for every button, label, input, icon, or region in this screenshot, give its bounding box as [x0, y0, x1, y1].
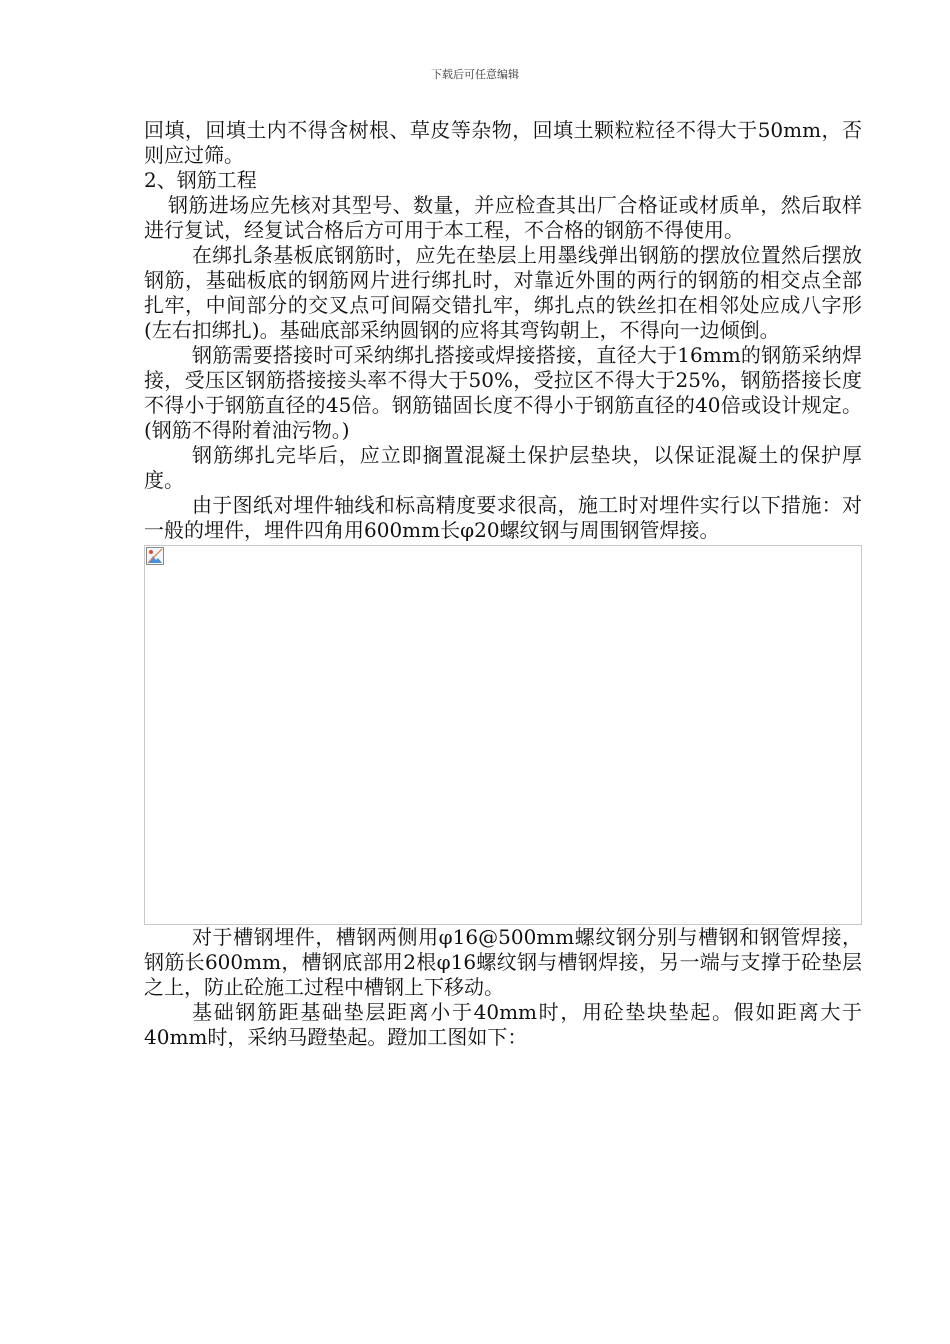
document-body [144, 118, 862, 1050]
section-heading-rebar: 2、钢筋工程 [144, 168, 257, 192]
paragraph-support-stool: 基础钢筋距基础垫层距离小于40mm时，用砼垫块垫起。假如距离大于40mm时，采纳马蹬垫起。蹬加工图如下： [144, 1000, 862, 1049]
page-header: 下载后可任意编辑 [431, 68, 519, 81]
paragraph-embedded-parts: 由于图纸对埋件轴线和标高精度要求很高，施工时对埋件实行以下措施：对一般的埋件，埋件四角用600mm长φ20螺纹钢与周围钢管焊接。 [144, 493, 862, 542]
paragraph-rebar-lap: 钢筋需要搭接时可采纳绑扎搭接或焊接搭接，直径大于16mm的钢筋采纳焊接，受压区钢筋搭接接头率不得大于50%，受拉区不得大于25%，钢筋搭接长度不得小于钢筋直径的45倍。钢筋锚固长度不得小于钢筋直径的40倍或设计规定。(钢筋不得附着油污物。) [144, 343, 862, 442]
paragraph-cover-block: 钢筋绑扎完毕后，应立即搁置混凝土保护层垫块，以保证混凝土的保护厚度。 [144, 443, 862, 492]
paragraph-rebar-inspection: 钢筋进场应先核对其型号、数量，并应检查其出厂合格证或材质单，然后取样进行复试，经复试合格后方可用于本工程，不合格的钢筋不得使用。 [144, 193, 862, 242]
paragraph-channel-steel: 对于槽钢埋件，槽钢两侧用φ16@500mm螺纹钢分别与槽钢和钢管焊接，钢筋长600mm，槽钢底部用2根φ16螺纹钢与槽钢焊接，另一端与支撑于砼垫层之上，防止砼施工过程中槽钢上下移动。 [144, 925, 862, 999]
paragraph-rebar-binding: 在绑扎条基板底钢筋时，应先在垫层上用墨线弹出钢筋的摆放位置然后摆放钢筋，基础板底的钢筋网片进行绑扎时，对靠近外围的两行的钢筋的相交点全部扎牢，中间部分的交叉点可间隔交错扎牢，绑扎点的铁丝扣在相邻处应成八字形(左右扣绑扎)。基础底部采纳圆钢的应将其弯钩朝上，不得向一边倾倒。 [144, 243, 862, 342]
paragraph-backfill: 回填，回填土内不得含树根、草皮等杂物，回填土颗粒粒径不得大于50mm，否则应过筛。 [144, 118, 862, 167]
broken-image-icon [146, 547, 164, 565]
figure-placeholder [144, 545, 862, 925]
